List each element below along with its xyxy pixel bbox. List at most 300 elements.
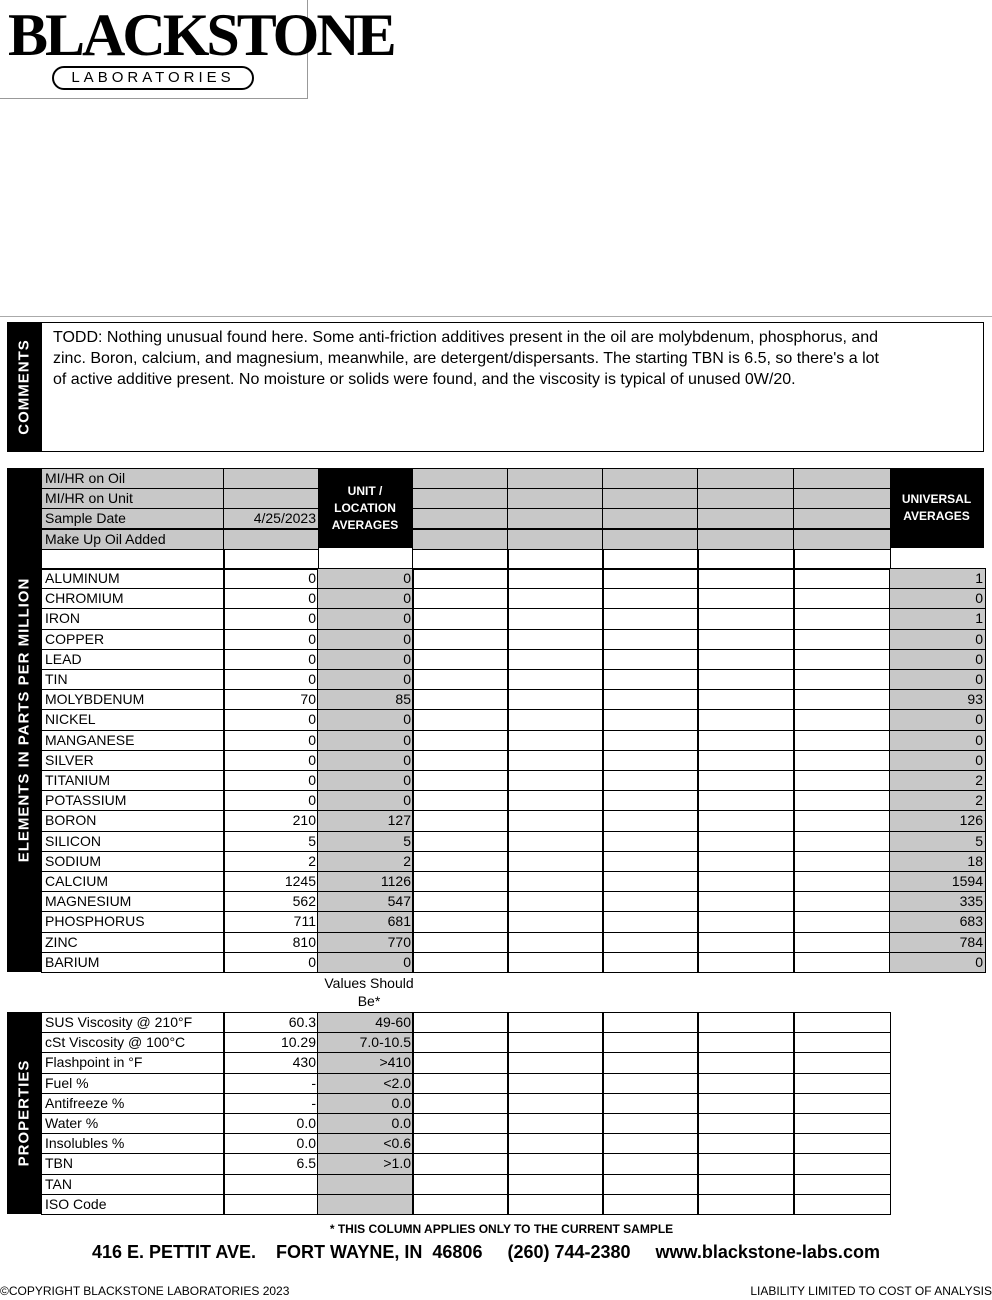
element-name: BARIUM [41,952,225,973]
element-universal-average: 0 [889,952,986,973]
property-empty-cell [602,1032,699,1053]
element-name: SILVER [41,750,225,771]
element-empty-cell [507,871,604,892]
header-empty-cell [602,488,699,509]
element-empty-cell [793,649,891,670]
header-empty-cell [793,508,891,529]
spacer-cell [41,549,225,570]
element-empty-cell [602,911,699,933]
element-empty-cell [793,911,891,933]
property-empty-cell [793,1012,891,1033]
element-empty-cell [412,568,509,589]
element-empty-cell [412,689,509,710]
element-sample-value: 70 [223,689,319,710]
element-sample-value: 0 [223,952,319,973]
element-sample-value: 0 [223,588,319,609]
element-empty-cell [507,689,604,710]
property-empty-cell [412,1153,509,1175]
header-row-label: MI/HR on Oil [41,468,225,489]
element-empty-cell [793,831,891,852]
logo-subtitle: LABORATORIES [52,66,254,90]
element-sample-value: 0 [223,730,319,751]
element-empty-cell [697,568,795,589]
element-name: PHOSPHORUS [41,911,225,933]
element-universal-average: 683 [889,911,986,933]
spacer-cell [602,549,699,570]
element-unit-average: 547 [317,891,414,912]
property-empty-cell [507,1093,604,1114]
element-unit-average: 0 [317,770,414,791]
element-empty-cell [697,669,795,690]
property-empty-cell [697,1113,795,1134]
element-unit-average: 0 [317,568,414,589]
element-empty-cell [697,932,795,953]
element-empty-cell [697,790,795,811]
header-empty-cell [412,468,509,489]
property-empty-cell [507,1174,604,1195]
element-universal-average: 0 [889,730,986,751]
element-name: TIN [41,669,225,690]
element-empty-cell [793,730,891,751]
element-sample-value: 0 [223,790,319,811]
property-empty-cell [412,1032,509,1053]
property-sample-value: 60.3 [223,1012,319,1033]
element-name: IRON [41,608,225,630]
property-empty-cell [793,1073,891,1094]
element-name: POTASSIUM [41,790,225,811]
element-empty-cell [602,730,699,751]
element-unit-average: 0 [317,730,414,751]
element-empty-cell [507,952,604,973]
spacer-cell [507,549,604,570]
property-empty-cell [697,1194,795,1215]
logo [0,0,394,99]
values-should-be-header: Values Should Be* [324,975,414,1009]
element-empty-cell [412,588,509,609]
property-empty-cell [507,1052,604,1074]
property-should-be: >410 [317,1052,414,1074]
element-name: SODIUM [41,851,225,872]
element-empty-cell [507,709,604,731]
element-empty-cell [697,831,795,852]
property-empty-cell [507,1012,604,1033]
element-name: ZINC [41,932,225,953]
property-should-be: <2.0 [317,1073,414,1094]
header-empty-cell [697,468,795,489]
element-empty-cell [697,689,795,710]
property-name: SUS Viscosity @ 210°F [41,1012,225,1033]
element-empty-cell [602,709,699,731]
property-empty-cell [793,1174,891,1195]
property-empty-cell [602,1174,699,1195]
element-empty-cell [793,871,891,892]
element-empty-cell [507,629,604,650]
element-empty-cell [697,952,795,973]
element-empty-cell [412,669,509,690]
element-empty-cell [507,911,604,933]
element-empty-cell [793,891,891,912]
element-sample-value: 2 [223,851,319,872]
footnote: * THIS COLUMN APPLIES ONLY TO THE CURRENT SAMPLE [329,1222,674,1236]
element-empty-cell [793,689,891,710]
property-empty-cell [507,1133,604,1154]
header-empty-cell [602,508,699,529]
property-should-be: 49-60 [317,1012,414,1033]
property-empty-cell [697,1073,795,1094]
header-empty-cell [507,529,604,550]
element-empty-cell [602,568,699,589]
element-empty-cell [602,649,699,670]
property-empty-cell [793,1093,891,1114]
element-empty-cell [507,831,604,852]
property-should-be: 0.0 [317,1093,414,1114]
property-empty-cell [602,1073,699,1094]
element-unit-average: 770 [317,932,414,953]
element-empty-cell [793,790,891,811]
property-empty-cell [793,1153,891,1175]
element-empty-cell [697,608,795,630]
element-name: COPPER [41,629,225,650]
property-empty-cell [412,1174,509,1195]
element-empty-cell [507,608,604,630]
property-empty-cell [507,1153,604,1175]
spacer-cell [793,549,891,570]
element-unit-average: 0 [317,588,414,609]
element-universal-average: 0 [889,649,986,670]
comments-box [41,322,984,452]
header-empty-cell [507,508,604,529]
element-empty-cell [412,629,509,650]
spacer-cell [412,549,509,570]
property-empty-cell [697,1052,795,1074]
property-name: Fuel % [41,1073,225,1094]
header-empty-cell [507,468,604,489]
element-empty-cell [507,588,604,609]
property-empty-cell [697,1032,795,1053]
element-empty-cell [412,730,509,751]
property-empty-cell [412,1194,509,1215]
element-empty-cell [507,770,604,791]
universal-averages-header: UNIVERSAL AVERAGES [889,468,984,548]
element-sample-value: 0 [223,709,319,731]
element-unit-average: 2 [317,851,414,872]
element-empty-cell [602,608,699,630]
element-universal-average: 2 [889,770,986,791]
element-empty-cell [507,932,604,953]
element-universal-average: 1 [889,568,986,589]
property-sample-value [223,1194,319,1215]
property-name: cSt Viscosity @ 100°C [41,1032,225,1053]
unit-averages-header: UNIT / LOCATION AVERAGES [318,468,412,548]
element-sample-value: 0 [223,770,319,791]
header-empty-cell [697,508,795,529]
header-row-value [223,468,319,489]
property-empty-cell [412,1012,509,1033]
element-sample-value: 0 [223,629,319,650]
element-empty-cell [412,790,509,811]
element-universal-average: 5 [889,831,986,852]
element-empty-cell [602,790,699,811]
element-unit-average: 85 [317,689,414,710]
property-sample-value: 10.29 [223,1032,319,1053]
element-empty-cell [793,608,891,630]
property-empty-cell [412,1113,509,1134]
header-empty-cell [507,488,604,509]
liability-note: LIABILITY LIMITED TO COST OF ANALYSIS [750,1284,992,1298]
element-empty-cell [697,649,795,670]
property-sample-value: 0.0 [223,1133,319,1154]
element-empty-cell [793,952,891,973]
property-empty-cell [412,1073,509,1094]
element-empty-cell [793,588,891,609]
element-empty-cell [507,568,604,589]
element-empty-cell [793,851,891,872]
header-empty-cell [412,488,509,509]
element-universal-average: 126 [889,810,986,832]
element-universal-average: 1594 [889,871,986,892]
element-empty-cell [602,750,699,771]
property-empty-cell [793,1113,891,1134]
element-sample-value: 562 [223,891,319,912]
element-universal-average: 335 [889,891,986,912]
element-empty-cell [507,790,604,811]
element-empty-cell [697,588,795,609]
element-universal-average: 0 [889,588,986,609]
element-universal-average: 1 [889,608,986,630]
element-empty-cell [793,669,891,690]
element-empty-cell [507,730,604,751]
header-empty-cell [793,488,891,509]
element-empty-cell [412,608,509,630]
property-should-be: 7.0-10.5 [317,1032,414,1053]
element-empty-cell [697,911,795,933]
logo-name: BLACKSTONE [8,2,394,68]
element-empty-cell [793,629,891,650]
property-should-be [317,1174,414,1195]
properties-side-label: PROPERTIES [7,1012,41,1214]
element-empty-cell [412,932,509,953]
property-empty-cell [412,1133,509,1154]
header-row-label: Make Up Oil Added [41,529,225,550]
divider [0,316,992,317]
property-empty-cell [697,1174,795,1195]
property-should-be [317,1194,414,1215]
element-sample-value: 0 [223,750,319,771]
header-row-value [223,529,319,550]
element-name: MOLYBDENUM [41,689,225,710]
elements-side-label: ELEMENTS IN PARTS PER MILLION [7,468,41,972]
element-name: SILICON [41,831,225,852]
header-empty-cell [697,488,795,509]
element-empty-cell [602,871,699,892]
element-empty-cell [697,891,795,912]
element-name: MAGNESIUM [41,891,225,912]
element-name: MANGANESE [41,730,225,751]
property-name: Insolubles % [41,1133,225,1154]
property-sample-value: - [223,1073,319,1094]
header-row-value: 4/25/2023 [223,508,319,529]
property-empty-cell [602,1113,699,1134]
property-empty-cell [697,1133,795,1154]
element-universal-average: 2 [889,790,986,811]
element-empty-cell [697,730,795,751]
element-empty-cell [602,588,699,609]
element-empty-cell [602,952,699,973]
property-sample-value [223,1174,319,1195]
property-should-be: >1.0 [317,1153,414,1175]
element-empty-cell [697,851,795,872]
header-empty-cell [602,529,699,550]
element-empty-cell [602,629,699,650]
element-universal-average: 0 [889,709,986,731]
header-row-label: MI/HR on Unit [41,488,225,509]
property-should-be: <0.6 [317,1133,414,1154]
element-empty-cell [697,750,795,771]
property-empty-cell [793,1194,891,1215]
element-unit-average: 0 [317,649,414,670]
element-empty-cell [602,831,699,852]
property-empty-cell [507,1113,604,1134]
property-empty-cell [697,1093,795,1114]
element-empty-cell [697,709,795,731]
property-should-be: 0.0 [317,1113,414,1134]
element-empty-cell [697,629,795,650]
element-empty-cell [602,891,699,912]
property-empty-cell [697,1012,795,1033]
property-sample-value: 0.0 [223,1113,319,1134]
element-universal-average: 18 [889,851,986,872]
element-unit-average: 0 [317,608,414,630]
copyright: ©COPYRIGHT BLACKSTONE LABORATORIES 2023 [0,1284,290,1298]
lab-address: 416 E. PETTIT AVE. FORT WAYNE, IN 46806 (260) 744-2380 www.blackstone-labs.com [92,1242,880,1262]
property-name: TBN [41,1153,225,1175]
element-empty-cell [412,770,509,791]
element-empty-cell [793,709,891,731]
element-name: ALUMINUM [41,568,225,589]
element-empty-cell [793,932,891,953]
header-row-value [223,488,319,509]
element-empty-cell [412,891,509,912]
element-sample-value: 1245 [223,871,319,892]
element-unit-average: 5 [317,831,414,852]
property-empty-cell [793,1032,891,1053]
element-universal-average: 0 [889,750,986,771]
property-sample-value: 430 [223,1052,319,1074]
header-empty-cell [602,468,699,489]
element-unit-average: 0 [317,750,414,771]
element-empty-cell [697,871,795,892]
element-sample-value: 0 [223,608,319,630]
element-empty-cell [412,831,509,852]
element-universal-average: 0 [889,629,986,650]
property-empty-cell [507,1194,604,1215]
property-empty-cell [412,1093,509,1114]
property-empty-cell [697,1153,795,1175]
property-name: Flashpoint in °F [41,1052,225,1074]
element-empty-cell [602,689,699,710]
header-empty-cell [412,529,509,550]
element-universal-average: 0 [889,669,986,690]
element-name: CALCIUM [41,871,225,892]
element-empty-cell [412,871,509,892]
element-unit-average: 681 [317,911,414,933]
element-sample-value: 810 [223,932,319,953]
element-empty-cell [793,750,891,771]
element-sample-value: 5 [223,831,319,852]
element-empty-cell [507,649,604,670]
element-empty-cell [507,891,604,912]
element-name: TITANIUM [41,770,225,791]
element-unit-average: 0 [317,709,414,731]
element-empty-cell [412,952,509,973]
element-name: BORON [41,810,225,832]
property-empty-cell [602,1133,699,1154]
property-empty-cell [412,1052,509,1074]
property-empty-cell [507,1032,604,1053]
element-unit-average: 0 [317,952,414,973]
element-unit-average: 0 [317,669,414,690]
spacer-cell [697,549,795,570]
element-empty-cell [602,851,699,872]
comments-side-label: COMMENTS [7,322,41,452]
element-unit-average: 0 [317,790,414,811]
element-unit-average: 127 [317,810,414,832]
element-empty-cell [793,568,891,589]
property-empty-cell [602,1194,699,1215]
element-unit-average: 1126 [317,871,414,892]
property-name: Water % [41,1113,225,1134]
element-name: CHROMIUM [41,588,225,609]
element-universal-average: 93 [889,689,986,710]
element-sample-value: 0 [223,669,319,690]
element-sample-value: 0 [223,649,319,670]
element-sample-value: 0 [223,568,319,589]
element-empty-cell [412,911,509,933]
header-row-label: Sample Date [41,508,225,529]
element-empty-cell [507,810,604,832]
property-empty-cell [602,1012,699,1033]
property-empty-cell [793,1052,891,1074]
element-empty-cell [602,770,699,791]
property-empty-cell [507,1073,604,1094]
element-empty-cell [507,669,604,690]
element-universal-average: 784 [889,932,986,953]
header-empty-cell [793,468,891,489]
element-name: LEAD [41,649,225,670]
property-empty-cell [793,1133,891,1154]
property-empty-cell [602,1093,699,1114]
element-empty-cell [412,750,509,771]
property-empty-cell [602,1153,699,1175]
element-empty-cell [602,932,699,953]
element-empty-cell [793,810,891,832]
element-empty-cell [602,810,699,832]
property-sample-value: - [223,1093,319,1114]
element-empty-cell [412,649,509,670]
element-sample-value: 210 [223,810,319,832]
property-empty-cell [602,1052,699,1074]
header-empty-cell [793,529,891,550]
element-empty-cell [412,851,509,872]
element-name: NICKEL [41,709,225,731]
element-sample-value: 711 [223,911,319,933]
element-empty-cell [412,810,509,832]
element-empty-cell [507,750,604,771]
property-name: ISO Code [41,1194,225,1215]
comments-text: TODD: Nothing unusual found here. Some anti-friction additives present in the oil are molybdenum, phosphorus, and zinc. Boron, calcium, and magnesium, meanwhile, are detergent/dispersants. The starting TBN is 6.5, so there's a lot of active additive present. No moisture or solids were found, and the viscosity is typical of unused 0W/20. [53,329,879,388]
element-empty-cell [412,709,509,731]
element-empty-cell [507,851,604,872]
